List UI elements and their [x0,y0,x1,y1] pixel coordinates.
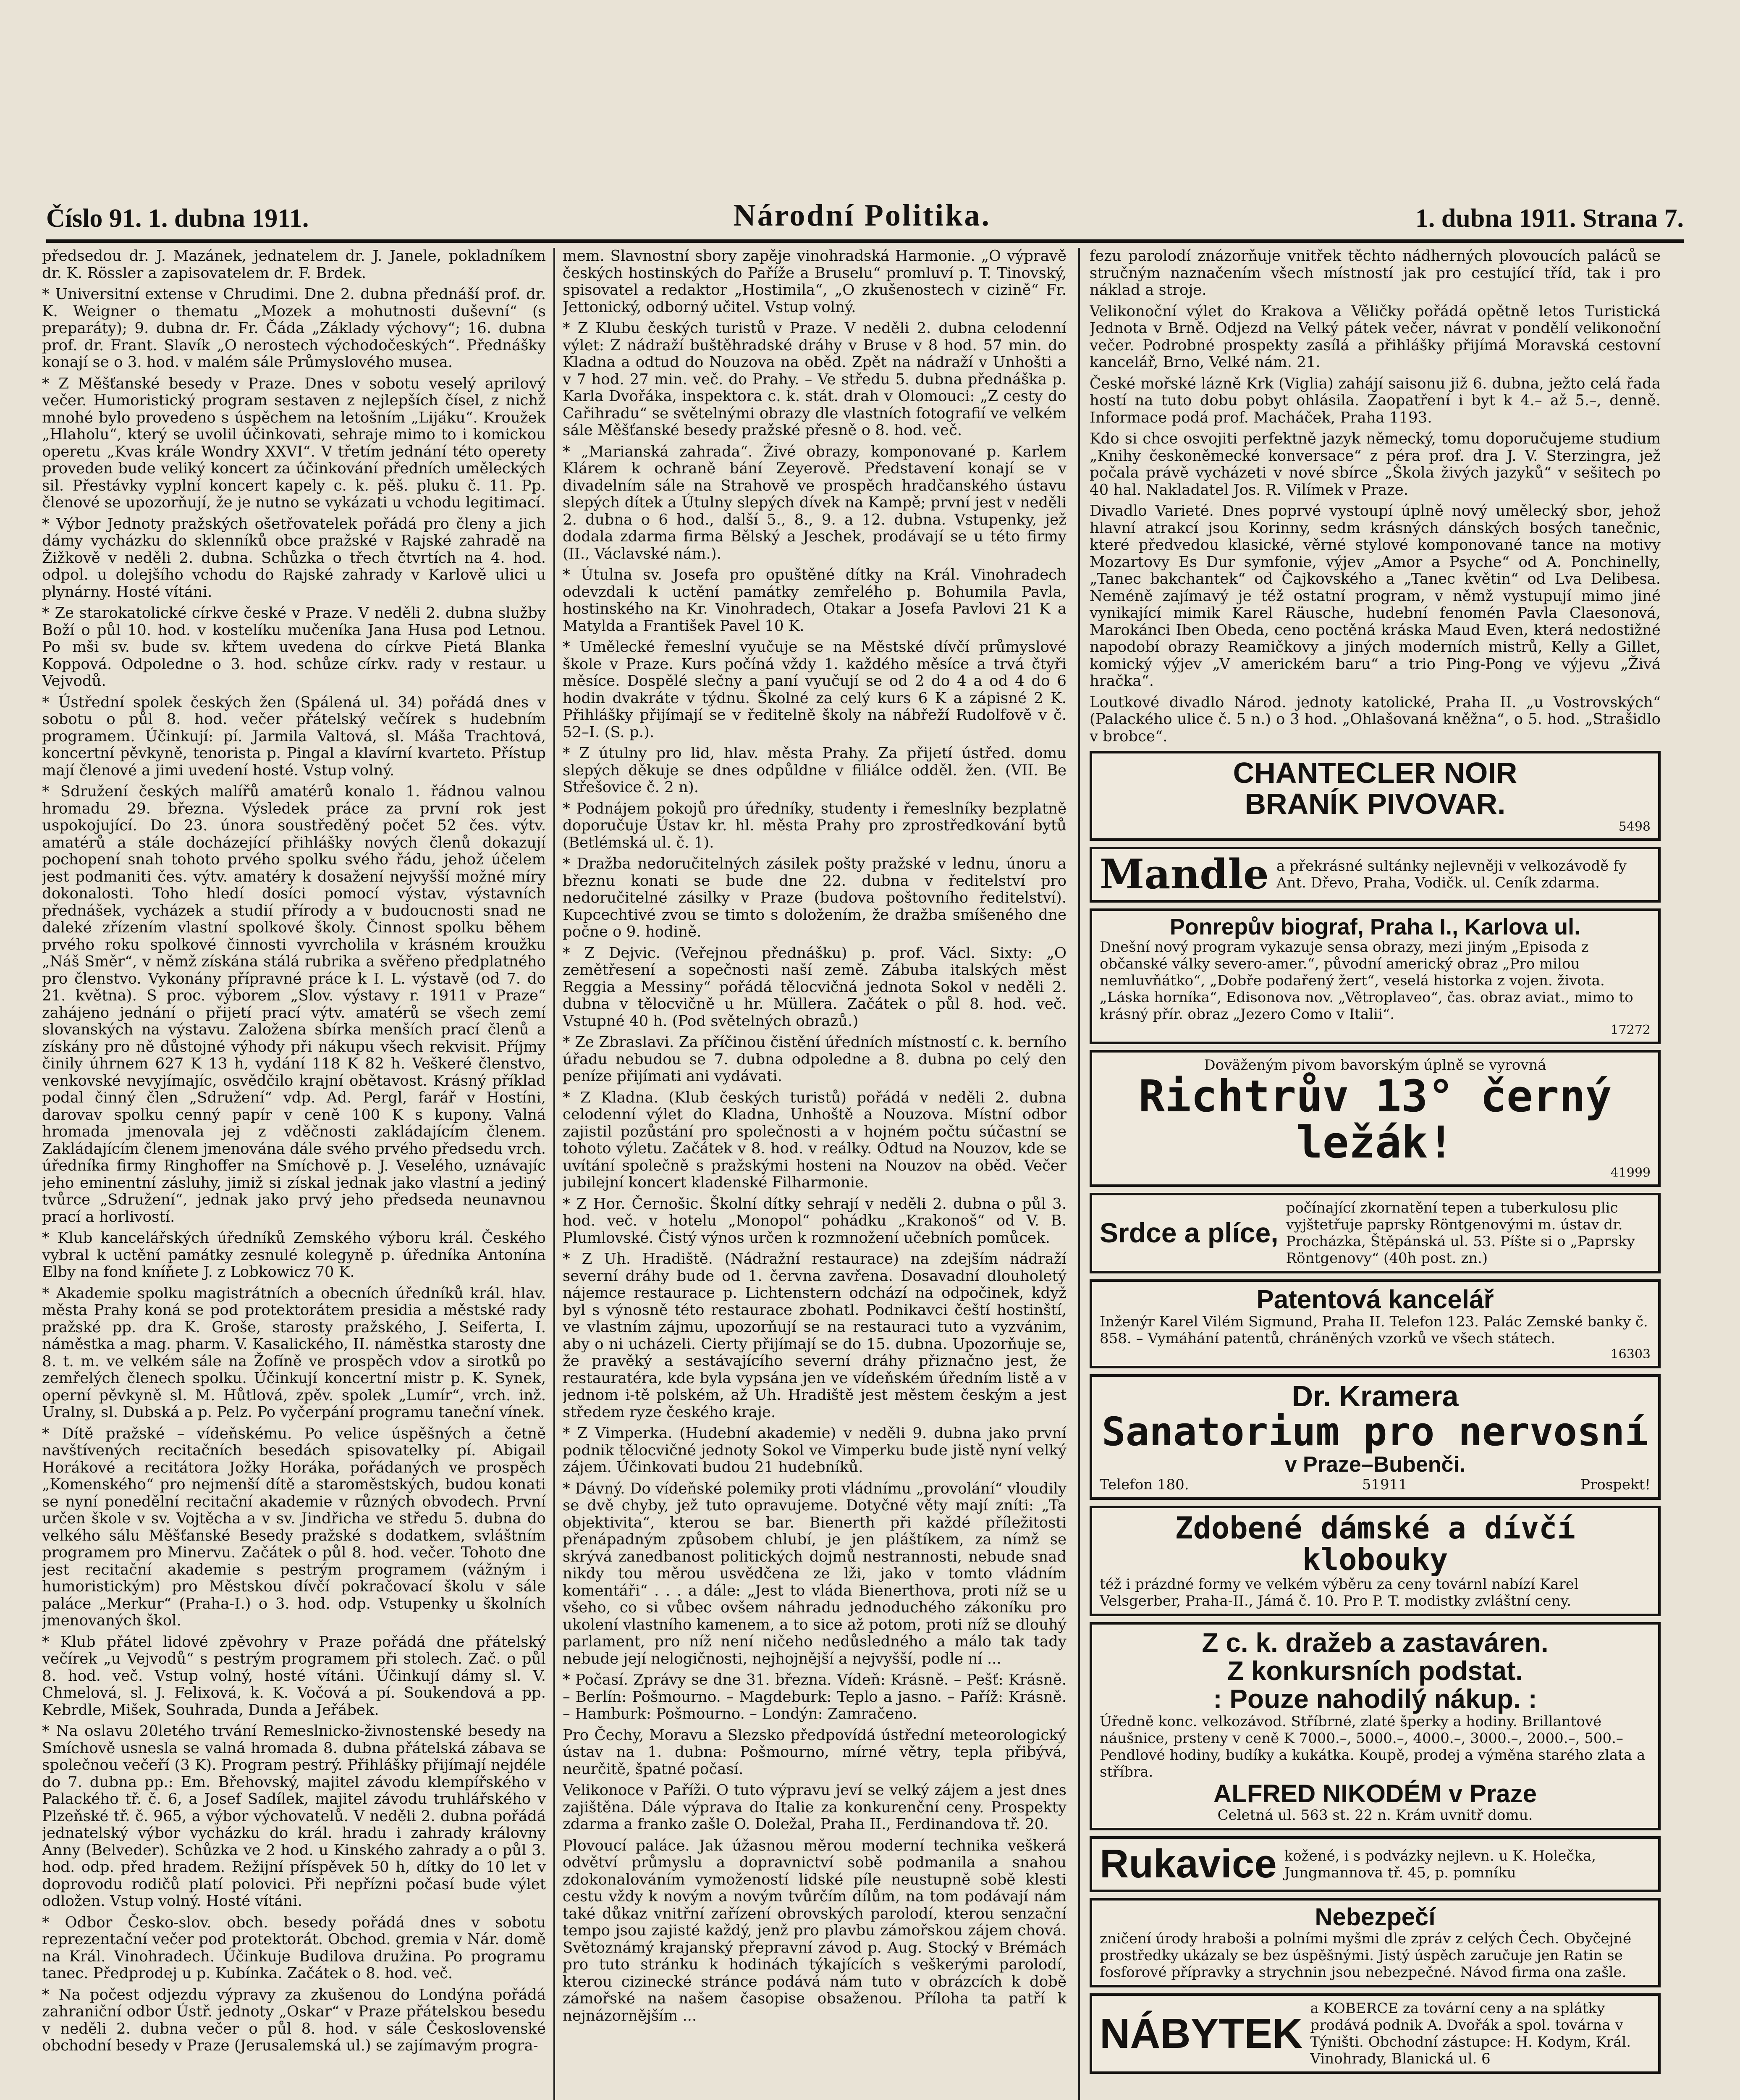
ad-richtr [1090,1050,1661,1186]
page-info: 1. dubna 1911. Strana 7. [1415,204,1684,233]
article-paragraph: České mořské lázně Krk (Viglia) zahájí saisonu již 6. dubna, ježto celá řada hostí na tuto dobu pobyt ohlásila. Zaopatření i byt k 4.– až 5.–, denně. Informace podá prof. Macháček, Praha 1193. [1090,375,1661,426]
ad-number: 17272 [1610,1023,1651,1038]
article-paragraph: * Výbor Jednoty pražských ošetřovatelek pořádá pro členy a jich dámy vycházku do sklenníků obce pražské v Rajské zahradě na Žižkově v neděli 2. dubna. Schůzka o třech čtvrtích na 4. hod. odpol. u dolejšího vchodu do Rajské zahrady v Karlově ulici u plynárny. Hosté vítáni. [42,515,546,601]
ad-title: Dr. Kramera [1292,1379,1459,1412]
ad-number: 5498 [1618,819,1651,834]
ad-text: a KOBERCE za tovární ceny a na splátky prodává podnik A. Dvořák a spol. továrna v Týništi. Obchodní zástupce: H. Kodym, Král. Vinohrady, Blanická ul. 6 [1310,2000,1631,2068]
article-paragraph: * Dítě pražské – vídeňskému. Po velice úspěšných a četně navštívených recitačních besedách spisovatelky pí. Abigail Horákové a recitátora Jožky Horáka, pořádaných ve prospěch „Komenského“ pro nejmenší dítě a staroměstských, budou konati se nyní ponedělní recitační akademie v různých obvodech. První určen škole v sv. Vojtěcha a v sv. Jindřicha ve středu 5. dubna do velkého sálu Měšťanské Besedy pražské s dodatkem, svláštním programem pro Minervu. Začátek o půl 8. hod. večer. Tohoto dne jest recitační akademie s pestrým programem (vážným i humoristickým) pro Městskou dívčí pokračovací školu v sále paláce „Merkur“ (Praha-I.) o 3. hod. odp. Vstupenky u školních jmenovaných škol. [42,1425,546,1629]
ad-text: zničení úrody hraboši a polními myšmi dle zpráv z celých Čech. Obyčejné prostředky ukázaly se bez úspěšnými. Jistý úspěch zaručuje jen Ratin se fosforové přípravky a strychnin jsou nebezpečné. Návod firma ona zašle. [1100,1930,1632,1981]
article-paragraph: * Z Měšťanské besedy v Praze. Dnes v sobotu veselý aprilový večer. Humoristický program sestaven z nejlepších čísel, z nichž mnohé bylo provedeno s úspěchem na letošním „Lijáku“. Kroužek „Hlaholu“, který se uvolil účinkovati, sehraje mimo to i komickou operetu „Kvas krále Wondry XXVI“. V třetím jednání této operety proveden bude veliký koncert za účinkování předních uměleckých sil. Přestávky vyplní koncert kapely c. k. pěš. pluku č. 11. Pp. členové se upozorňují, že je nutno se vykázati u vchodu legitimací. [42,375,546,511]
ad-klobouky [1090,1506,1661,1616]
ad-text: Inženýr Karel Vilém Sigmund, Praha II. Telefon 123. Palác Zemské banky č. 858. – Vymáhání patentů, chráněných vzorků ve všech státech. [1100,1313,1648,1347]
article-paragraph: * Na počest odjezdu výpravy za zkušenou do Londýna pořádá zahraniční odbor Ústř. jednoty „Oskar“ v Praze přátelskou besedu v neděli 2. dubna večer o půl 8. hod. v sále Československé obchodní besedy v Praze (Jerusalemská ul.) se zajímavým progra- [42,1986,546,2054]
ad-phone: Telefon 180. [1100,1476,1189,1493]
article-paragraph: Plovoucí paláce. Jak úžasnou měrou moderní technika veškerá odvětví průmyslu a dopravnictví sobě podmanila a snahou zdokonalováním vymožeností lidské píle neustupně sobě klesti cestu vždy k novým a novým tvůrčím dílům, na tom podávají nám také důkaz vnitřní zařízení obrovských parolodí, kterou senzační tempo jsou zajisté každý, jenž pro plavbu zámořskou zájem chová. Světoznámý krajanský přepravní závod p. Aug. Stocký v Brémách pro tuto stránku k hodinách týkajících s veškerými parolodí, kterou cizinecké stránce podává nám tuto v obrázcích k době zámořské na našem časopise obsaženou. Příloha ta patří k nejnázornějším ... [563,1837,1067,2024]
ad-title: Nebezpečí [1315,1903,1436,1931]
ad-text: počínající zkornatění tepen a tuberkulosu plic vyjštetřuje paprsky Röntgenovými m. ústav dr. Procházka, Štěpánská ul. 53. Píšte si o „Paprsky Röntgenovy“ (40h post. zn.) [1286,1199,1635,1267]
ad-number: 16303 [1610,1347,1651,1362]
article-paragraph: * Počasí. Zprávy se dne 31. března. Vídeň: Krásně. – Pešť: Krásně. – Berlín: Pošmourno. – Magdeburk: Teplo a jasno. – Paříž: Krásně. – Hamburk: Pošmourno. – Londýn: Zamračeno. [563,1671,1067,1722]
article-paragraph: * Ústřední spolek českých žen (Spálená ul. 34) pořádá dnes v sobotu o půl 8. hod. večer přátelský večírek s hudebním programem. Účinkují: pí. Jarmila Valtová, sl. Máša Trachtová, koncertní pěvkyně, tenoristа p. Pingal a klavírní kvarteto. Přístup mají členové a jimi uvedení hosté. Vstup volný. [42,693,546,779]
column-rule [1078,248,1080,2100]
ad-title: : Pouze nahodilý nákup. : [1213,1684,1537,1714]
article-paragraph: * Z Dejvic. (Veřejnou přednášku) p. prof. Václ. Sixty: „O zemětřesení a sopečnosti naší země. Zábuba italských měst Reggia a Messiny“ pořádá tělocvičná jednota Sokol v neděli 2. dubna v tělocvičně u hr. Müllera. Začátek o půl 8. hod. več. Vstupné 40 h. (Pod světelných obrazů.) [563,944,1067,1030]
article-paragraph: * Dávný. Do vídeňské polemiky proti vládnímu „provolání“ vloudily se dvě chyby, jež tuto opravujeme. Dotyčné věty mají zníti: „Ta objektivita“, kterou se bar. Bienerth při každé příležitosti přenápadným způsobem chlubí, je jen pláštíkem, za nímž se skrývá zanedbanost politických dojmů nestrannosti, nebude snad nikdy tou měrou usvědčena ze lži, jako v tomto vládním komentáři“ . . . a dále: „Jest to vláda Bienerthova, proti níž se u všeho, co si vůbec ovšem náhradu jednoduchého zákoníku pro ukolení vlastního kamenem, a to sice až potom, proti níž se dlouhý parlament, pro níž není ničeho nedůsledného a málo tak tady nebude její nelogičnosti, nejhojnější a nejvyšší, podle ní ... [563,1480,1067,1667]
ad-title: Rukavice [1100,1841,1277,1887]
ad-text: Doväženým pivom bavorským úplně se vyrovná [1204,1057,1546,1074]
article-paragraph: * Z Uh. Hradiště. (Nádražní restaurace) na zdejším nádraží severní dráhy bude od 1. června zavřena. Dosavadní dlouholetý nájemce restaurace p. Lichtenstern odchází na odpočinek, když byl s výnosně této restaurace zbohatl. Podnikavci čeští hostinští, ve vlastním zájmu, upozorňují se na restauraci tuto a vyzvánim, aby o ni ucházeli. Cierty přijímají se do 15. dubna. Upozorňuje se, že pravěký a sestávajícího severní dráhy přiznačno jest, že restauratéra, kde byla vypsána jen ve vídeňském úředním listě a v jednom i-tě polském, až Uh. Hradiště jest městem českým a jest středem ryze českého kraje. [563,1250,1067,1421]
ad-title: Zdobené dámské a dívčí klobouky [1175,1510,1575,1578]
article-paragraph: * Z Vimperka. (Hudební akademie) v neděli 9. dubna jako první podnik tělocvičné jednoty Sokol ve Vimperku bude jistě nyní velký zájem. Účinkovati budou 21 hudebníků. [563,1425,1067,1476]
article-paragraph: * Z Kladna. (Klub českých turistů) pořádá v neděli 2. dubna celodenní výlet do Kladna, Unhoště a Nouzova. Místní odbor zajistil pozůstání pro společnosti a v hojném počtu súčastní se tohoto výletu. Začátek v 8. hod. v reálky. Odtud na Nouzov, kde se uvítání společně s pražskými hosteni na Nouzov na oběd. Večer jubilejní koncert kladenské Filharmonie. [563,1089,1067,1191]
ad-title: Mandle [1100,850,1269,898]
ad-text: Dnešní nový program vykazuje sensa obrazy, mezi jiným „Episoda z občanské války severo-amer.“, původní americký obraz „Pro milou nemluvňátko“, „Dobře podařený žert“, veselá historka z vojen. života. „Láska horníka“, Edisonova nov. „Větroplaveo“, čas. obraz aviat., mimo to krásný přír. obraz „Jezero Como v Italii“. [1100,939,1633,1023]
newspaper-title: Národní Politika. [733,198,991,233]
article-paragraph: Loutkové divadlo Národ. jednoty katolické, Praha II. „u Vostrovských“ (Palackého ulice č. 5 n.) o 3 hod. „Ohlašovaná kněžna“, o 5. hod. „Strašidlo v brobce“. [1090,693,1661,745]
article-paragraph: Divadlo Varieté. Dnes poprvé vystoupí úplně nový umělecký sbor, jehož hlavní atrakcí jsou Korinny, sedm krásných dánských bosých tanečnic, které předvedou klasické, věrné stylové komponované tance na motivy Mozartovy Es Dur symfonie, výjev „Amor a Psyche“ od A. Ponchinelly, „Tanec bakchantek“ od Čajkovského a „Tanec květin“ od Lva Delibesa. Neméně zajímavý je též ostatní program, v němž vystupují mimo jiné vynikající mimik Karel Räusche, hudební fenomén Pavla Claesonová, Marokánci Iben Obeda, ceno poctěná kráska Maud Even, která nedostižné napodobí obrazy Reamičkovy a jiných moderních mistrů, Kelly a Gillet, komický výjev „V americkém baru“ a trio Ping-Pong ve výjevu „Živá hračka“. [1090,502,1661,690]
ad-text: Úředně konc. velkozávod. Stříbrné, zlaté šperky a hodiny. Brillantové náušnice, prsteny v ceně K 7000.–, 5000.–, 4000.–, 3000.–, 2000.–, 500.– Pendlové hodiny, budíky a kukátka. Koupě, prodej a výměna starého zlata a stříbra. [1100,1713,1646,1781]
masthead [46,185,1684,243]
article-paragraph: fezu parolodí znázorňuje vnitřek těchto nádherných plovoucích paláců se stručným naznačením všech místností jak pro cestující tříd, tak i pro náklad a stroje. [1090,248,1661,299]
column-3 [1090,248,1661,2100]
issue-info: Číslo 91. 1. dubna 1911. [46,204,309,233]
ad-ponrepo [1090,908,1661,1045]
article-paragraph: * Klub kancelářských úředníků Zemského výboru král. Českého vybral k uctění památky zesnulé kolegyně p. úředníka Antonína Elby na fond kníňete J. z Lobkowicz 70 K. [42,1229,546,1281]
ad-srdce [1090,1193,1661,1273]
ad-text: kožené, i s podvázky nejlevn. u K. Holečka, Jungmannova tř. 45, p. pomníku [1284,1847,1596,1881]
ad-chantecler [1090,751,1661,841]
article-paragraph: * Podnájem pokojů pro úředníky, studenty i řemeslníky bezplatně doporučuje Ústav kr. hl. města Prahy pro zprostředkování bytů (Betlémská ul. č. 1). [563,800,1067,851]
article-paragraph: mem. Slavnostní sbory zapěje vinohradská Harmonie. „O výpravě českých hostinských do Paříže a Bruselu“ promluví p. T. Tinovský, spisovatel a redaktor „Hostimila“, „O zkušenostech v cizině“ Fr. Jettonický, odborný učitel. Vstup volný. [563,248,1067,316]
ad-mandle [1090,847,1661,903]
article-paragraph: * Ze starokatolické církve české v Praze. V neděli 2. dubna služby Boží o půl 10. hod. v kostelíku mučeníka Jana Husa pod Letnou. Po mši sv. bude sv. křtem uvedena do církve Pietá Blanka Koppová. Odpoledne o 3. hod. schůze církv. rady v restaur. u Vejvodů. [42,604,546,690]
article-paragraph: * Umělecké řemeslní vyučuje se na Městské dívčí průmyslové škole v Praze. Kurs počíná vždy 1. každého měsíce a trvá čtyři měsíce. Dospělé slečny a paní vyučují se od 2 do 4 a od 4 do 6 hodin dvakráte v týdnu. Školné za celý kurs 6 K a zápisné 2 K. Přihlášky přijímají se v ředitelně školy na nábřeží Rudolfově v č. 52–I. (S. p.). [563,638,1067,741]
ad-patent [1090,1279,1661,1368]
ad-number: 41999 [1610,1165,1651,1180]
column-1 [42,248,546,2100]
column-2 [563,248,1067,2100]
ad-title: Z konkursních podstat. [1227,1656,1523,1686]
ad-nebezpeci [1090,1898,1661,1987]
article-paragraph: Velikonoční výlet do Krakova a Věličky pořádá opětně letos Turistická Jednota v Brně. Odjezd na Velký pátek večer, návrat v pondělí velikonoční večer. Podrobné prospekty zasílá a přihlášky přijímá Moravská cestovní kancelář, Brno, Velké nám. 21. [1090,302,1661,371]
ad-title: NÁBYTEK [1100,2010,1303,2057]
ad-footer [1100,1476,1651,1493]
ad-drazby [1090,1622,1661,1831]
ad-title: Sanatorium pro nervosní [1102,1409,1648,1455]
article-paragraph: * Universitní extense v Chrudimi. Dne 2. dubna přednáší prof. dr. K. Weigner o thematu „Mozek a mohutnosti duševní“ (s preparáty); 9. dubna dr. Fr. Čáda „Základy výchovy“; 16. dubna prof. dr. Frant. Slavík „O nerostech východočeských“. Přednášky konají se o 3. hod. v malém sále Průmyslového musea. [42,286,546,371]
article-paragraph: * Odbor Česko-slov. obch. besedy pořádá dnes v sobotu reprezentační večer pod protektorát. Obchod. gremia v Nár. domě na Král. Vinohradech. Účinkuje Budilova družina. Po programu tanec. Předprodej u p. Kubínka. Začátek o 8. hod. več. [42,1914,546,1982]
article-paragraph: předsedou dr. J. Mazánek, jednatelem dr. J. Janele, pokladníkem dr. K. Rössler a zapisovatelem dr. F. Brdek. [42,248,546,282]
article-paragraph: * Sdružení českých malířů amatérů konalo 1. řádnou valnou hromadu 29. března. Výsledek práce za první rok jest uspokojující. Do 23. února soustředěný počet 52 čes. výtv. amatérů a stále docházející přihlášky nových členů dokazují pochopení snah tohoto prvého spolku svého řádu, jehož účelem jest podmaniti čes. výtv. amatéry k dosažení nejvyšší možné míry dokonalosti. Toho hledí dosíci pomocí výstav, výstavních přednášek, vycházek a studií přírody a v budoucnosti snad ne daleké zřízením vlastní spolkové školy. Činnost spolku během prvého roku spolkové činnosti vyvrcholila v krásném kroužku „Náš Směr“, v němž získána stálá rubrika a svěřeno předplatného pro členstvo. Vykonány přípravné práce k I. L. výstavě (od 7. do 21. května). S proc. výborem „Slov. výstavy r. 1911 v Praze“ zahájeno jednání o přijetí prací výtv. amatérů se všech zemí slovanských na výstavu. Založena sbírka menších prací členů a získány pro ně důstojné výhody při nákupu všech rekvisit. Příjmy činily úhrnem 627 K 13 h, vydání 118 K 82 h. Veškeré členstvo, venkovské nevyjímajíc, osvědčilo krajní obětavost. Krásný příklad podal činný člen „Sdružení“ vdp. Ad. Pergl, farář v Hostíni, darovav spolku cenný papír v ceně 100 K s kupony. Valná hromada jmenovala jej z vděčnosti zakládajícím členem. Zakládajícím členem jmenována dále svého prvého předsedu vrch. úředníka firmy Ringhoffer na Smíchově p. J. Veselého, uznávajíc jeho eminentní zásluhy, jimiž si získal jednak jako vlastní a jediný tvůrce „Sdružení“, jednak jako prvý jeho předseda neunavnou prací a horlivostí. [42,783,546,1226]
article-paragraph: Kdo si chce osvojiti perfektně jazyk německý, tomu doporučujeme studium „Knihy českoněmecké konversace“ z péra prof. dra J. V. Sterzingra, jež počala právě vycházeti v nové sbírce „Škola živých jazyků“ v sešitech po 40 hal. Nakladatel Jos. R. Vilímek v Praze. [1090,430,1661,499]
ad-title: Richtrův 13° černý ležák! [1138,1071,1612,1168]
ad-number: 51911 [1362,1476,1407,1493]
article-paragraph: * Z Klubu českých turistů v Praze. V neděli 2. dubna celodenní výlet: Z nádraží buštěhradské dráhy v Bruse v 8 hod. 57 min. do Kladna a odtud do Nouzova na oběd. Zpět na nádraží v Unhošti a v 7 hod. 27 min. več. do Prahy. – Ve středu 5. dubna přednáška p. Karla Dvořáka, inspektora c. k. stát. drah v Olomouci: „Z cesty do Cařihradu“ se světelnými obrazy dle vlastních fotografií ve velkém sále Měšťanské besedy pražské přesně o 8. hod. več. [563,320,1067,439]
article-paragraph: * Útulna sv. Josefa pro opuštěné dítky na Král. Vinohradech odevzdali k uctění památky zemřelého p. Bohumila Pavla, hostinského na Kr. Vinohradech, Otakar a Josefa Pavlovi 21 K a Matylda a František Pavel 10 K. [563,566,1067,635]
article-paragraph: Pro Čechy, Moravu a Slezsko předpovídá ústřední meteorologický ústav na 1. dubna: Pošmourno, mírné větry, tepla přibývá, neurčitě, špatné počasí. [563,1726,1067,1778]
ad-text: též i prázdné formy ve velkém výběru za ceny továrnl nabízí Karel Velsgerber, Praha-II., Jámá č. 10. Pro P. T. modistky zvláštní ceny. [1100,1575,1579,1609]
article-paragraph: * Dražba nedoručitelných zásilek pošty pražské v lednu, únoru a březnu konati se bude dne 22. dubna v ředitelství pro nedoručitelné zásilky v Praze (budova poštovního ředitelství). Kupcechtivé zvou se timto s doložením, že dražba smíšeného dne počne o 9. hodině. [563,855,1067,940]
ad-title: Patentová kancelář [1256,1285,1494,1314]
ad-company: ALFRED NIKODÉM v Praze [1213,1780,1537,1808]
ad-title: Srdce a plíce, [1100,1217,1279,1249]
column-rule [553,248,555,2100]
article-paragraph: * Na oslavu 20letého trvání Remeslnicko-živnostenské besedy na Smíchově usnesla se valná hromada 8. dubna přátelská zábava se společnou večeří (3 K). Program pestrý. Přihlášky přijímají nejdéle do 7. dubna pp.: Em. Břehovský, majitel závodu klempířského v Palackého tř. č. 6, a Josef Sadílek, majitel závodu truhlářského v Plzeňské tř. č. 965, a výbor výchovatelů. V neděli 2. dubna pořádá jednatelský výbor vycházku do král. hradu i zahrady královny Anny (Belveder). Schůzka ve 2 hod. u Kinského zahrady a o půl 3. hod. odp. před hradem. Režijní příspěvek 50 h, dítky do 10 let v doprovodu rodičů platí polovici. Při nepřízni počasí bude výlet odložen. Vstup volný. Hosté vítáni. [42,1722,546,1910]
ad-title: BRANÍK PIVOVAR. [1245,787,1506,820]
ad-subtitle: v Praze–Bubenči. [1284,1452,1466,1477]
ad-prospekt: Prospekt! [1580,1476,1651,1493]
ad-sanatorium [1090,1374,1661,1500]
article-paragraph: * Ze Zbraslavi. Za příčinou čistění úředních místností c. k. berního úřadu nebudou se 7. dubna odpoledne a 8. dubna po celý den peníze přijímati ani vydávati. [563,1034,1067,1085]
ad-address: Celetná ul. 563 st. 22 n. Krám uvnitř domu. [1217,1807,1533,1824]
article-paragraph: * Z útulny pro lid, hlav. města Prahy. Za přijetí ústřed. domu slepých děkuje se dnes odpůldne v filiálce odděl. žen. (VII. Be Střešovice č. 2 n). [563,745,1067,796]
ad-nabytek [1090,1993,1661,2074]
ad-title: CHANTECLER NOIR [1233,756,1517,789]
ad-text: a překrásné sultánky nejlevněji v velkozávodě fy Ant. Dřevo, Praha, Vodičk. ul. Ceník zdarma. [1276,858,1627,892]
ad-title: Ponrepův biograf, Praha I., Karlova ul. [1169,914,1581,940]
ad-rukavice [1090,1836,1661,1892]
article-paragraph: * Z Hor. Černošic. Školní dítky sehrají v neděli 2. dubna o půl 3. hod. več. v hotelu „Monopol“ pohádku „Krakonoš“ od V. B. Plumlovské. Čistý výnos určen k rozmnožení učebních pomůcek. [563,1195,1067,1247]
article-paragraph: Velikonoce v Paříži. O tuto výpravu jeví se velký zájem a jest dnes zajištěna. Dále výprava do Italie za konkurenční ceny. Prospekty zdarma a franko zašle O. Doležal, Praha II., Ferdinandova tř. 20. [563,1782,1067,1833]
article-paragraph: * Klub přátel lidové zpěvohry v Praze pořádá dne přátelský večírek „u Vejvodů“ s pestrým programem při stolech. Zač. o půl 8. hod. več. Vstup volný, hosté vítáni. Účinkují dámy sl. V. Chmelová, sl. J. Felixová, k. K. Vočová a pí. Soukendová a pp. Kebrdle, Mišek, Souhrada, Dunda a Jeřábek. [42,1633,546,1719]
article-paragraph: * Akademie spolku magistrátních a obecních úředníků král. hlav. města Prahy koná se pod protektorátem presidia a městské rady pražské pp. dra K. Groše, starosty pražského, J. Seifertа, I. náměstka a mag. pharm. V. Kasalického, II. náměstka starosty dne 8. t. m. ve velkém sále na Žofíně ve prospěch vdov a sirotků po zemřelých členech spolku. Účinkují koncertní mistr p. K. Synek, operní pěvkyně sl. M. Hůtlová, zpěv. spolek „Lumír“, vrch. inž. Uralny, sl. Dubská a p. Pelz. Po vyčerpání programu taneční vínek. [42,1284,546,1421]
article-paragraph: * „Marianská zahrada“. Živé obrazy, komponované p. Karlem Klárem k ochraně bání Zeyerově. Představení konají se v divadelním sále na Strahově ve prospěch hradčanského ústavu slepých dítek a Útulny slepých dívek na Kampě; první jest v neděli 2. dubna o 6 hod., další 5., 8., 9. a 12. dubna. Vstupenky, jež dodala zdarma firma Bělský a Jeschek, prodávají se u této firmy (II., Václavské nám.). [563,443,1067,562]
ad-title: Z c. k. dražeb a zastaváren. [1202,1627,1549,1658]
